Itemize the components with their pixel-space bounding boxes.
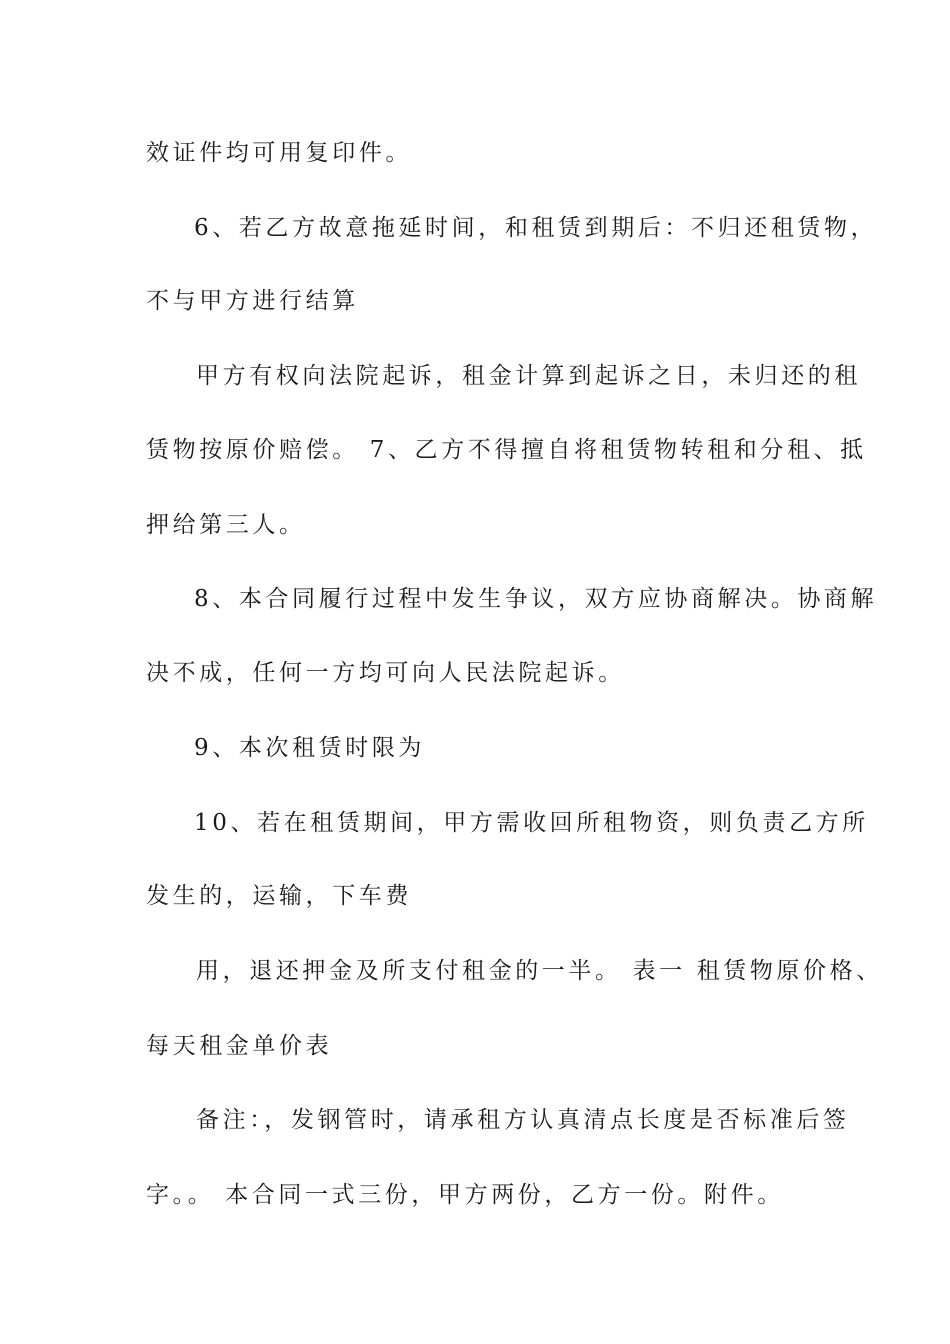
text-line: 不与甲方进行结算 bbox=[146, 288, 359, 314]
text-line: 每天租金单价表 bbox=[146, 1033, 333, 1059]
text-line: 押给第三人。 bbox=[146, 512, 306, 538]
text-line: 6、若乙方故意拖延时间，和租赁到期后：不归还租赁物， bbox=[194, 215, 878, 241]
text-line: 10、若在租赁期间，甲方需收回所租物资，则负责乙方所 bbox=[194, 810, 869, 836]
text-line: 字。。 本合同一式三份，甲方两份，乙方一份。附件。 bbox=[146, 1182, 784, 1208]
text-line: 备注：，发钢管时，请承租方认真清点长度是否标准后签 bbox=[196, 1107, 850, 1133]
text-line: 发生的，运输，下车费 bbox=[146, 883, 412, 909]
text-line: 8、本合同履行过程中发生争议，双方应协商解决。协商解 bbox=[194, 586, 878, 612]
text-line: 甲方有权向法院起诉，租金计算到起诉之日，未归还的租 bbox=[196, 363, 861, 389]
text-line: 决不成，任何一方均可向人民法院起诉。 bbox=[146, 660, 625, 686]
text-line: 赁物按原价赔偿。 7、乙方不得擅自将租赁物转租和分租、抵 bbox=[146, 437, 867, 463]
text-line: 用，退还押金及所支付租金的一半。 表一 租赁物原价格、 bbox=[196, 958, 883, 984]
text-line: 9、本次租赁时限为 bbox=[194, 735, 426, 761]
text-line: 效证件均可用复印件。 bbox=[146, 140, 412, 166]
